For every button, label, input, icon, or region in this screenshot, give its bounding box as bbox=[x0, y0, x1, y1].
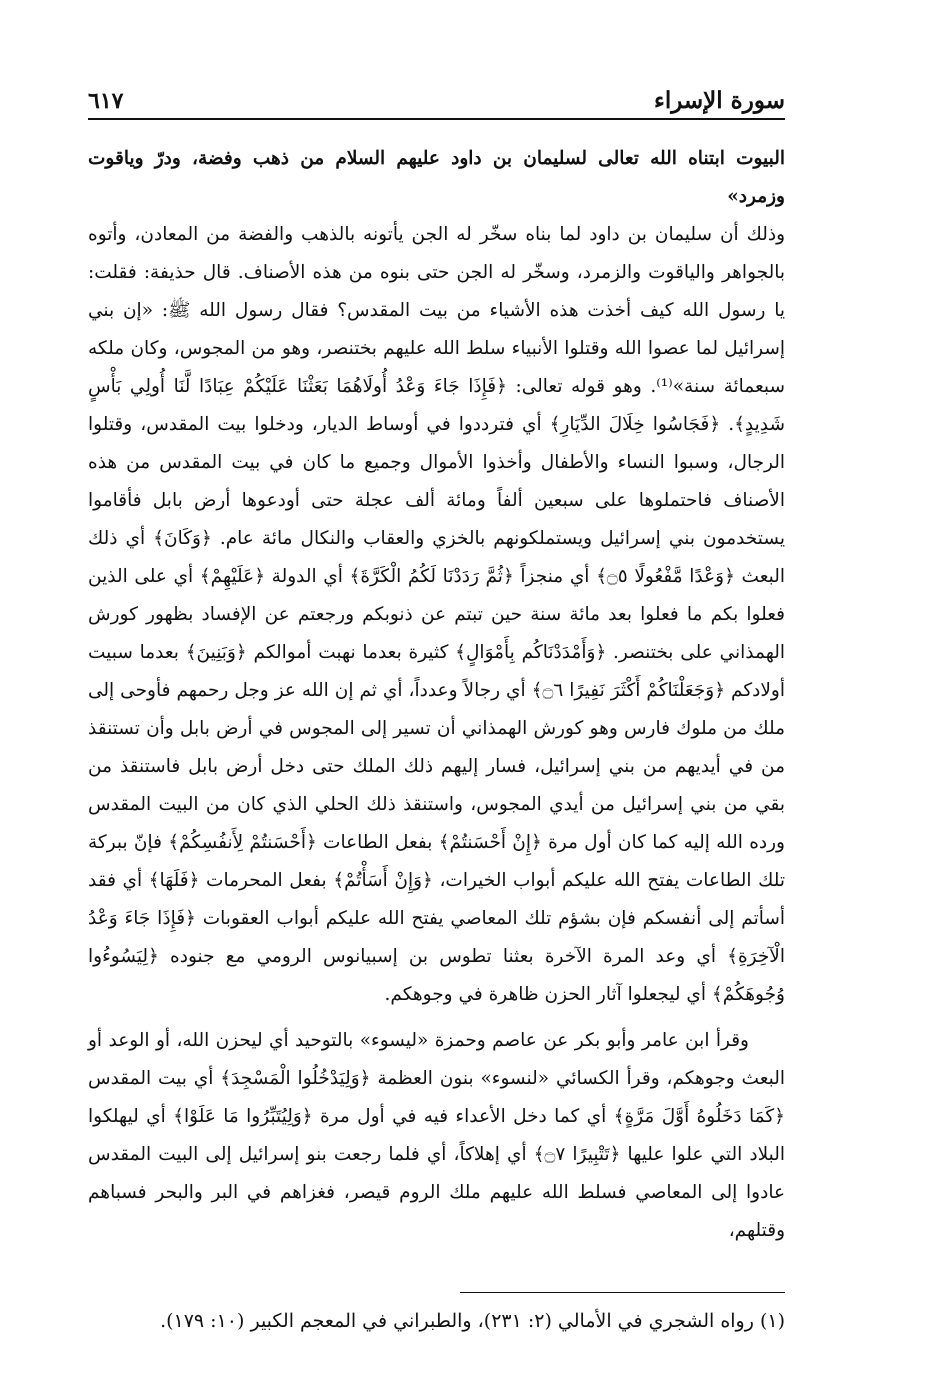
paragraph-1: البيوت ابتناه الله تعالى لسليمان بن داود عليهم السلام من ذهب وفضة، ودرّ وياقوت وزمرد» bbox=[88, 148, 785, 207]
surah-title: سورة الإسراء bbox=[654, 87, 785, 114]
paragraph-2: وذلك أن سليمان بن داود لما بناه سخّر له الجن يأتونه بالذهب والفضة من المعادن، وأتوه بالجواهر والياقوت والزمرد، وسخّر له الجن حتى بنوه من هذه الأصناف. قال حذيفة: فقلت: يا رسول الله كيف أخذت هذه الأشياء من بيت المقدس؟ فقال رسول الله ﷺ: «إن بني إسرائيل لما عصوا الله وقتلوا الأنبياء سلط الله عليهم بختنصر، وهو من المجوس، وكان ملكه سبعمائة سنة»⁽¹⁾. وهو قوله تعالى: ﴿فَإِذَا جَاءَ وَعْدُ أُولَاهُمَا بَعَثْنَا عَلَيْكُمْ عِبَادًا لَّنَا أُولِي بَأْسٍ شَدِيدٍ﴾. ﴿فَجَاسُوا خِلَالَ الدِّيَارِ﴾ أي فترددوا في أوساط الديار، ودخلوا بيت المقدس، وقتلوا الرجال، وسبوا النساء والأطفال وأخذوا الأموال وجميع ما كان في بيت المقدس من هذه الأصناف فاحتملوها على سبعين ألفاً ومائة ألف عجلة حتى أودعوها أرض بابل فأقاموا يستخدمون بني إسرائيل ويستملكونهم بالخزي والعقاب والنكال مائة عام. ﴿وَكَانَ﴾ أي ذلك البعث ﴿وَعْدًا مَّفْعُولًا ۝٥﴾ أي منجزاً ﴿ثُمَّ رَدَدْنَا لَكُمُ الْكَرَّةَ﴾ أي الدولة ﴿عَلَيْهِمْ﴾ أي على الذين فعلوا بكم ما فعلوا بعد مائة سنة حين تبتم عن ذنوبكم ورجعتم عن الإفساد بظهور كورش الهمذاني على بختنصر. ﴿وَأَمْدَدْنَاكُم بِأَمْوَالٍ﴾ كثيرة بعدما نهبت أموالكم ﴿وَبَنِينَ﴾ بعدما سبيت أولادكم ﴿وَجَعَلْنَاكُمْ أَكْثَرَ نَفِيرًا ۝٦﴾ أي رجالاً وعدداً، أي ثم إن الله عز وجل رحمهم فأوحى إلى ملك من ملوك فارس وهو كورش الهمذاني أن تسير إلى المجوس في أرض بابل وأن تستنقذ من في أيديهم من بني إسرائيل، فسار إليهم ذلك الملك حتى دخل أرض بابل فاستنقذ من بقي من بني إسرائيل من أيدي المجوس، واستنقذ ذلك الحلي الذي كان من البيت المقدس ورده الله إليه كما كان أول مرة ﴿إِنْ أَحْسَنتُمْ﴾ بفعل الطاعات ﴿أَحْسَنتُمْ لِأَنفُسِكُمْ﴾ فإنّ ببركة تلك الطاعات يفتح الله عليكم أبواب الخيرات، ﴿وَإِنْ أَسَأْتُمْ﴾ بفعل المحرمات ﴿فَلَهَا﴾ أي فقد أسأتم إلى أنفسكم فإن بشؤم تلك المعاصي يفتح الله عليكم أبواب العقوبات ﴿فَإِذَا جَاءَ وَعْدُ الْآخِرَةِ﴾ أي وعد المرة الآخرة بعثنا تطوس بن إسبيانوس الرومي مع جنوده ﴿لِيَسُوءُوا وُجُوهَكُمْ﴾ أي ليجعلوا آثار الحزن ظاهرة في وجوهكم. bbox=[88, 224, 785, 1005]
footnote: (١) رواه الشجري في الأمالي (٢: ٢٣١)، والطبراني في المعجم الكبير (١٠: ١٧٩). bbox=[160, 1310, 785, 1332]
running-header bbox=[88, 78, 785, 120]
footnote-divider bbox=[460, 1292, 785, 1293]
main-text bbox=[88, 140, 785, 1250]
paragraph-3: وقرأ ابن عامر وأبو بكر عن عاصم وحمزة «ليسوء» بالتوحيد أي ليحزن الله، أو الوعد أو البعث وجوهكم، وقرأ الكسائي «لنسوء» بنون العظمة ﴿وَلِيَدْخُلُوا الْمَسْجِدَ﴾ أي بيت المقدس ﴿كَمَا دَخَلُوهُ أَوَّلَ مَرَّةٍ﴾ أي كما دخل الأعداء فيه في أول مرة ﴿وَلِيُتَبِّرُوا مَا عَلَوْا﴾ أي ليهلكوا البلاد التي علوا عليها ﴿تَتْبِيرًا ۝٧﴾ أي إهلاكاً، أي فلما رجعت بنو إسرائيل إلى البيت المقدس عادوا إلى المعاصي فسلط الله عليهم ملك الروم قيصر، فغزاهم في البر والبحر فسباهم وقتلهم، bbox=[88, 1030, 785, 1241]
page-number: ٦١٧ bbox=[88, 88, 124, 114]
